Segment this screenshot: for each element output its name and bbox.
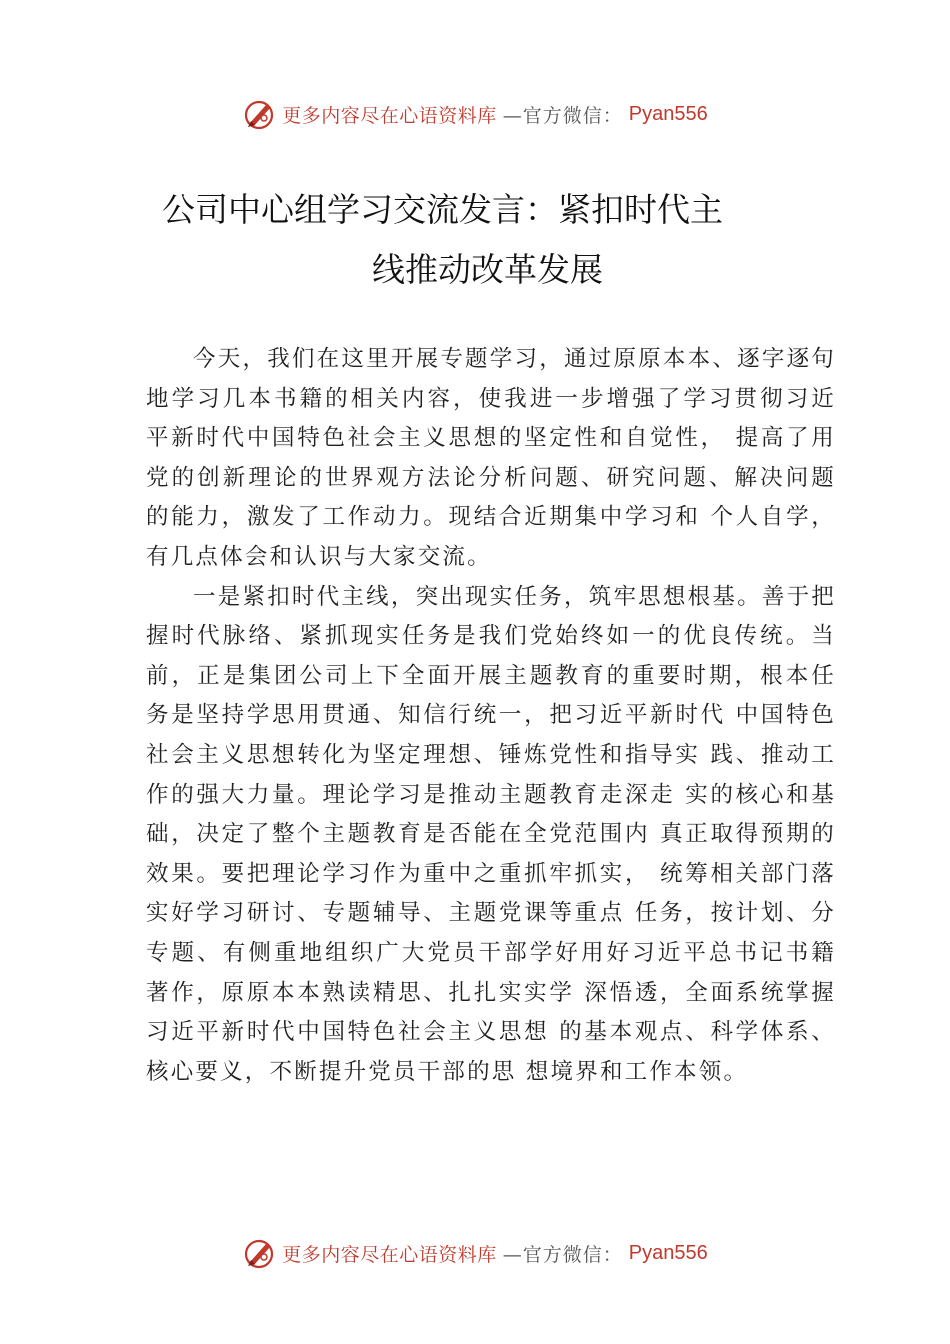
document-body xyxy=(146,340,836,1092)
banner-wechat-label: —官方微信： xyxy=(502,104,623,127)
pen-logo-icon xyxy=(242,1236,276,1270)
pen-logo-icon xyxy=(242,97,276,131)
banner-library-text: 更多内容尽在心语资料库 xyxy=(282,104,497,127)
header-banner xyxy=(0,94,950,134)
title-line-2: 线推动改革发展 xyxy=(372,250,603,289)
banner-library-text: 更多内容尽在心语资料库 xyxy=(282,1243,497,1266)
banner-wechat-label: —官方微信： xyxy=(502,1243,623,1266)
banner-wechat-id: Pyan556 xyxy=(628,1241,708,1264)
banner-wechat-id: Pyan556 xyxy=(628,102,708,125)
title-line-1: 公司中心组学习交流发言：紧扣时代主 xyxy=(162,190,723,229)
paragraph-point-one: 一是紧扣时代主线，突出现实任务，筑牢思想根基。善于把握时代脉络、紧抓现实任务是我们党始终如一的优良传统。当前，正是集团公司上下全面开展主题教育的重要时期，根本任务是坚持学思用贯通、知信行统一，把习近平新时代 中国特色社会主义思想转化为坚定理想、锤炼党性和指导实 践、推动工作的强大力量。理论学习是推动主题教育走深走 实的核心和基础，决定了整个主题教育是否能在全党范围内 真正取得预期的效果。要把理论学习作为重中之重抓牢抓实， 统筹相关部门落实好学习研讨、专题辅导、主题党课等重点 任务，按计划、分专题、有侧重地组织广大党员干部学好用好习近平总书记书籍著作，原原本本熟读精思、扎扎实实学 深悟透，全面系统掌握习近平新时代中国特色社会主义思想 的基本观点、科学体系、核心要义，不断提升党员干部的思 想境界和工作本领。 xyxy=(146,583,836,1085)
paragraph-intro: 今天，我们在这里开展专题学习，通过原原本本、逐字逐句地学习几本书籍的相关内容，使我进一步增强了学习贯彻习近平新时代中国特色社会主义思想的坚定性和自觉性， 提高了用党的创新理论的世界观方法论分析问题、研究问题、解决问题的能力，激发了工作动力。现结合近期集中学习和 个人自学，有几点体会和认识与大家交流。 xyxy=(146,346,836,570)
footer-banner xyxy=(0,1233,950,1273)
